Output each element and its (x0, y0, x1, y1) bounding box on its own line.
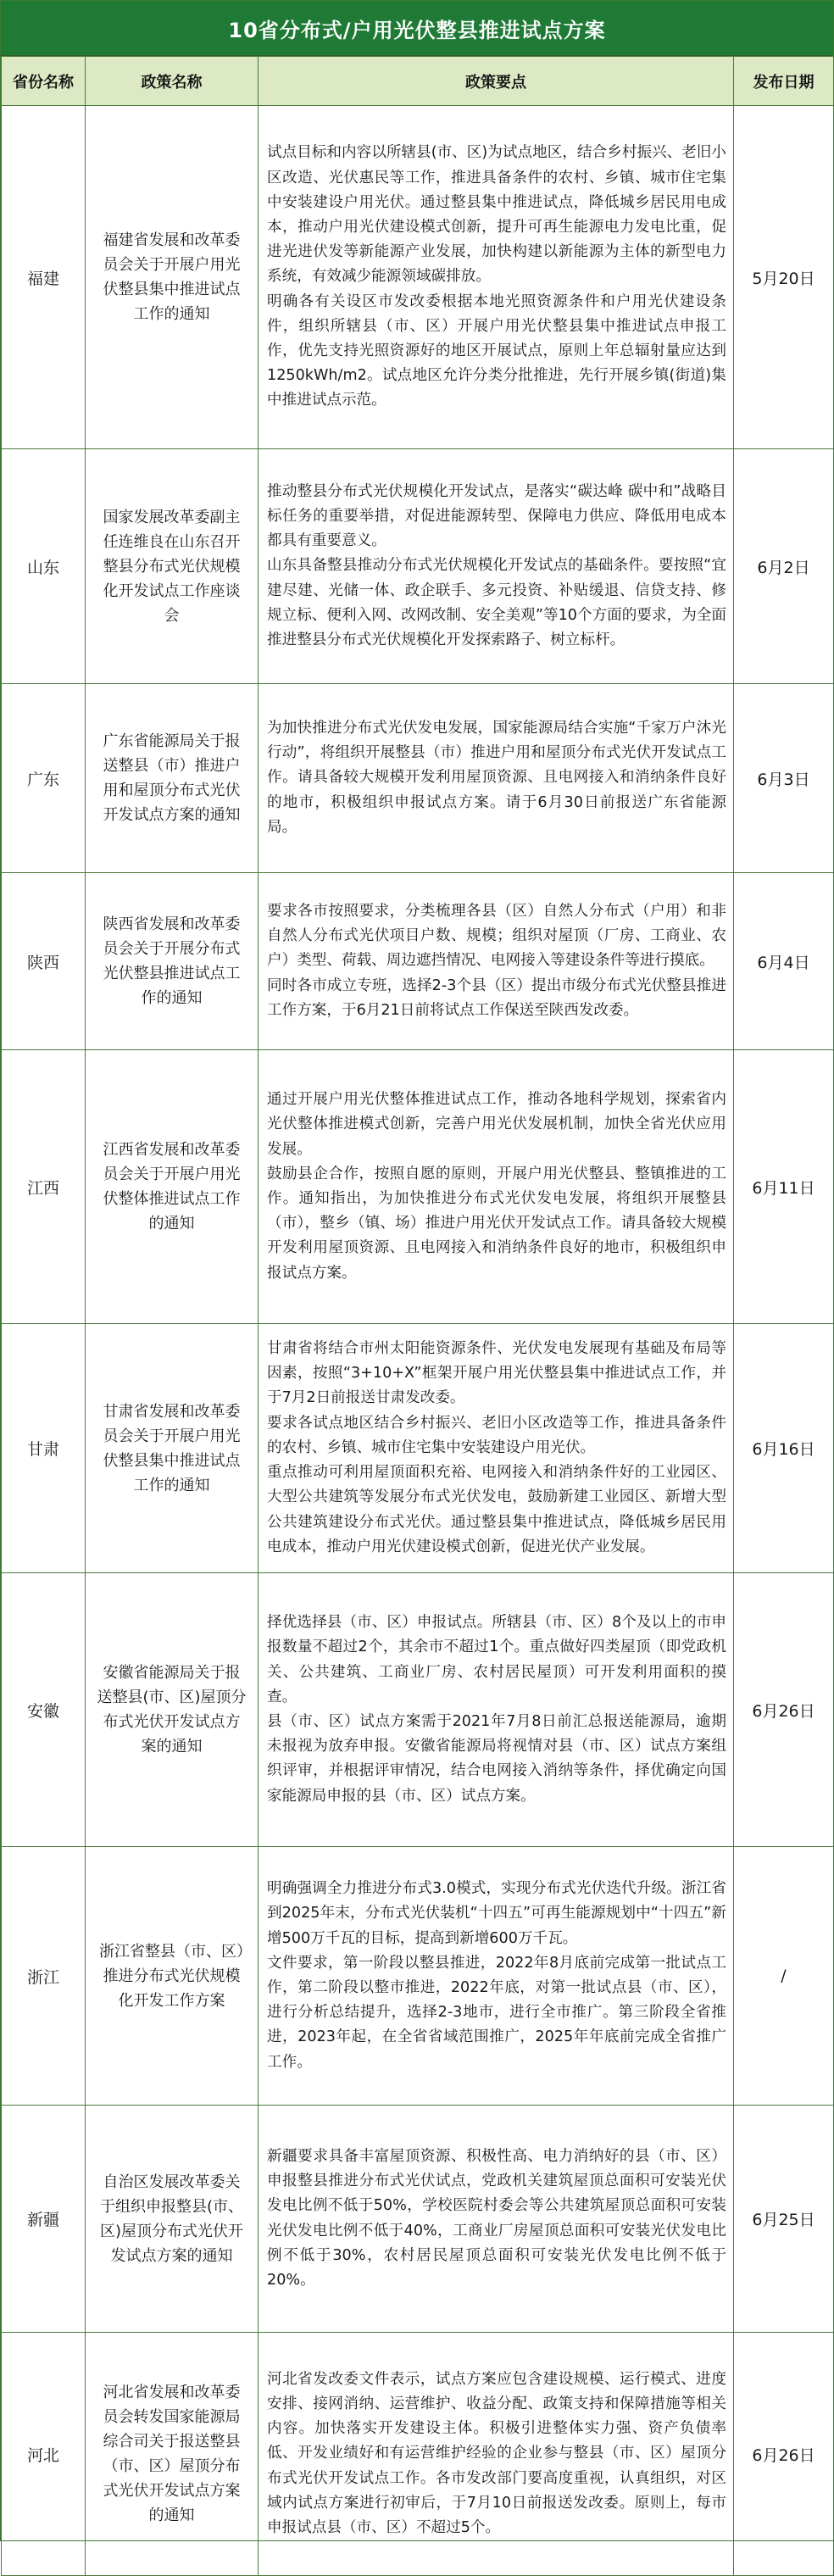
release-date-cell: 6月26日 (734, 2333, 834, 2576)
policy-points-cell (259, 1050, 734, 1324)
table-row (2, 1050, 834, 1324)
policy-points-cell (259, 1847, 734, 2106)
policy-point: 重点推动可利用屋顶面积充裕、电网接入和消纳条件好的工业园区、大型公共建筑等发展分布式光伏发电，鼓励新建工业园区、新增大型公共建筑建设分布式光伏。通过整县集中推进试点，降低城乡居民用电成本，推动户用光伏建设模式创新，促进光伏产业发展。 (267, 1464, 726, 1555)
release-date-cell: 6月25日 (734, 2106, 834, 2333)
table-row (2, 873, 834, 1050)
province-cell: 山东 (2, 449, 86, 684)
header-row (2, 57, 834, 106)
policy-name-cell: 广东省能源局关于报送整县（市）推进户用和屋顶分布式光伏开发试点方案的通知 (86, 684, 259, 873)
policy-point: 要求各试点地区结合乡村振兴、老旧小区改造等工作，推进具备条件的农村、乡镇、城市住宅集中安装建设户用光伏。 (267, 1414, 726, 1456)
table-row (2, 106, 834, 449)
table-row (2, 449, 834, 684)
province-cell: 河北 (2, 2333, 86, 2576)
policy-point: 明确强调全力推进分布式3.0模式，实现分布式光伏迭代升级。浙江省到2025年末，分布式光伏装机“十四五”可再生能源规划中“十四五”新增500万千瓦的目标，提高到新增600万千瓦。 (267, 1880, 726, 1947)
header-province: 省份名称 (2, 57, 86, 106)
province-cell: 福建 (2, 106, 86, 449)
policy-point: 要求各市按照要求，分类梳理各县（区）自然人分布式（户用）和非自然人分布式光伏项目户数、规模；组织对屋顶（厂房、工商业、农户）类型、荷载、周边遮挡情况、电网接入等建设条件等进行摸底。 (267, 902, 726, 970)
policy-name-cell: 国家发展改革委副主任连维良在山东召开整县分布式光伏规模化开发试点工作座谈会 (86, 449, 259, 684)
policy-name-cell: 安徽省能源局关于报送整县(市、区)屋顶分布式光伏开发试点方案的通知 (86, 1573, 259, 1847)
province-cell: 浙江 (2, 1847, 86, 2106)
header-release-date: 发布日期 (734, 57, 834, 106)
release-date-cell: 5月20日 (734, 106, 834, 449)
header-policy-name: 政策名称 (86, 57, 259, 106)
province-cell: 广东 (2, 684, 86, 873)
policy-name-cell: 福建省发展和改革委员会关于开展户用光伏整县集中推进试点工作的通知 (86, 106, 259, 449)
release-date-cell: / (734, 1847, 834, 2106)
policy-point: 试点目标和内容以所辖县(市、区)为试点地区，结合乡村振兴、老旧小区改造、光伏惠民等工作，推进具备条件的农村、乡镇、城市住宅集中安装建设户用光伏。通过整县集中推进试点，降低城乡居民用电成本，推动户用光伏建设模式创新，提升可再生能源电力发电比重，促进光进伏发等新能源产业发展，加快构建以新能源为主体的新型电力系统，有效减少能源领域碳排放。 (267, 144, 726, 286)
policy-points-cell (259, 2106, 734, 2333)
policy-points-cell (259, 1324, 734, 1573)
policy-point: 县（市、区）试点方案需于2021年7月8日前汇总报送能源局，逾期未报视为放弃申报。安徽省能源局将视情对县（市、区）试点方案组织评审，并根据评审情况，结合电网接入消纳等条件，择优确定向国家能源局申报的县（市、区）试点方案。 (267, 1713, 726, 1805)
policy-name-cell: 河北省发展和改革委员会转发国家能源局综合司关于报送整县（市、区）屋顶分布式光伏开发试点方案的通知 (86, 2333, 259, 2576)
header-policy-points: 政策要点 (259, 57, 734, 106)
release-date-cell: 6月4日 (734, 873, 834, 1050)
policy-point: 鼓励县企合作，按照自愿的原则，开展户用光伏整县、整镇推进的工作。通知指出，为加快推进分布式光伏发电发展，将组织开展整县（市），整乡（镇、场）推进户用光伏开发试点工作。请具备较大规模开发利用屋顶资源、且电网接入和消纳条件良好的地市，积极组织申报试点方案。 (267, 1165, 726, 1282)
policy-point: 新疆要求具备丰富屋顶资源、积极性高、电力消纳好的县（市、区）申报整县推进分布式光伏试点，党政机关建筑屋顶总面积可安装光伏发电比例不低于50%，学校医院村委会等公共建筑屋顶总面积可安装光伏发电比例不低于40%，工商业厂房屋顶总面积可安装光伏发电比例不低于30%，农村居民屋顶总面积可安装光伏发电比例不低于20%。 (267, 2147, 726, 2289)
province-cell: 新疆 (2, 2106, 86, 2333)
policy-points-cell (259, 449, 734, 684)
policy-name-cell: 江西省发展和改革委员会关于开展户用光伏整体推进试点工作的通知 (86, 1050, 259, 1324)
policy-point: 通过开展户用光伏整体推进试点工作，推动各地科学规划，探索省内光伏整体推进模式创新，完善户用光伏发展机制，加快全省光伏应用发展。 (267, 1091, 726, 1158)
table-row (2, 684, 834, 873)
release-date-cell: 6月11日 (734, 1050, 834, 1324)
policy-point: 河北省发改委文件表示，试点方案应包含建设规模、运行模式、进度安排、接网消纳、运营维护、收益分配、政策支持和保障措施等相关内容。加快落实开发建设主体。积极引进整体实力强、资产负债率低、开发业绩好和有运营维护经验的企业参与整县（市、区）屋顶分布式光伏开发试点工作。各市发改部门要高度重视，认真组织，对区域内试点方案进行初审后，于7月10日前报送发改委。原则上，每市申报试点县（市、区）不超过5个。 (267, 2370, 726, 2536)
release-date-cell: 6月2日 (734, 449, 834, 684)
policy-name-cell: 陕西省发展和改革委员会关于开展分布式光伏整县推进试点工作的通知 (86, 873, 259, 1050)
policy-points-cell (259, 684, 734, 873)
table-row (2, 1324, 834, 1573)
table-row (2, 2106, 834, 2333)
policy-points-cell (259, 1573, 734, 1847)
policy-point: 为加快推进分布式光伏发电发展，国家能源局结合实施“千家万户沐光行动”，将组织开展整县（市）推进户用和屋顶分布式光伏开发试点工作。请具备较大规模开发利用屋顶资源、且电网接入和消纳条件良好的地市，积极组织申报试点方案。请于6月30日前报送广东省能源局。 (267, 719, 726, 836)
policy-point: 推动整县分布式光伏规模化开发试点，是落实“碳达峰 碳中和”战略目标任务的重要举措，对促进能源转型、保障电力供应、降低用电成本都具有重要意义。 (267, 482, 726, 550)
province-cell: 甘肃 (2, 1324, 86, 1573)
policy-name-cell: 自治区发展改革委关于组织申报整县(市、区)屋顶分布式光伏开发试点方案的通知 (86, 2106, 259, 2333)
policy-point: 明确各有关设区市发改委根据本地光照资源条件和户用光伏建设条件，组织所辖县（市、区）开展户用光伏整县集中推进试点申报工作，优先支持光照资源好的地区开展试点，原则上年总辐射量应达到1250kWh/m2。试点地区允许分类分批推进，先行开展乡镇(街道)集中推进试点示范。 (267, 292, 726, 409)
table-row (2, 1573, 834, 1847)
policy-point: 山东具备整县推动分布式光伏规模化开发试点的基础条件。要按照“宜建尽建、光储一体、政企联手、多元投资、补贴缓退、信贷支持、修规立标、便利入网、改网改制、安全美观”等10个方面的要求，为全面推进整县分布式光伏规模化开发探索路子、树立标杆。 (267, 557, 726, 648)
province-cell: 陕西 (2, 873, 86, 1050)
province-cell: 安徽 (2, 1573, 86, 1847)
policy-table (1, 56, 834, 2576)
release-date-cell: 6月16日 (734, 1324, 834, 1573)
policy-point: 择优选择县（市、区）申报试点。所辖县（市、区）8个及以上的市申报数量不超过2个，其余市不超过1个。重点做好四类屋顶（即党政机关、公共建筑、工商业厂房、农村居民屋顶）可开发利用面积的摸查。 (267, 1614, 726, 1705)
release-date-cell: 6月3日 (734, 684, 834, 873)
policy-name-cell: 浙江省整县（市、区）推进分布式光伏规模化开发工作方案 (86, 1847, 259, 2106)
table-row (2, 1847, 834, 2106)
policy-point: 文件要求，第一阶段以整县推进，2022年8月底前完成第一批试点工作，第二阶段以整市推进，2022年底，对第一批试点县（市、区），进行分析总结提升，选择2-3地市，进行全市推广。第三阶段全省推进，2023年起，在全省省域范围推广，2025年年底前完成全省推广工作。 (267, 1954, 726, 2071)
policy-points-cell (259, 106, 734, 449)
policy-name-cell: 甘肃省发展和改革委员会关于开展户用光伏整县集中推进试点工作的通知 (86, 1324, 259, 1573)
policy-points-cell (259, 873, 734, 1050)
table-row (2, 2333, 834, 2576)
policy-point: 同时各市成立专班，选择2-3个县（区）提出市级分布式光伏整县推进工作方案，于6月21日前将试点工作保送至陕西发改委。 (267, 976, 726, 1019)
release-date-cell: 6月26日 (734, 1573, 834, 1847)
province-cell: 江西 (2, 1050, 86, 1324)
policy-points-cell (259, 2333, 734, 2576)
policy-point: 甘肃省将结合市州太阳能资源条件、光伏发电发展现有基础及布局等因素，按照“3+10+X”框架开展户用光伏整县集中推进试点工作，并于7月2日前报送甘肃发改委。 (267, 1340, 726, 1407)
sheet-title: 10省分布式/户用光伏整县推进试点方案 (1, 1, 833, 56)
